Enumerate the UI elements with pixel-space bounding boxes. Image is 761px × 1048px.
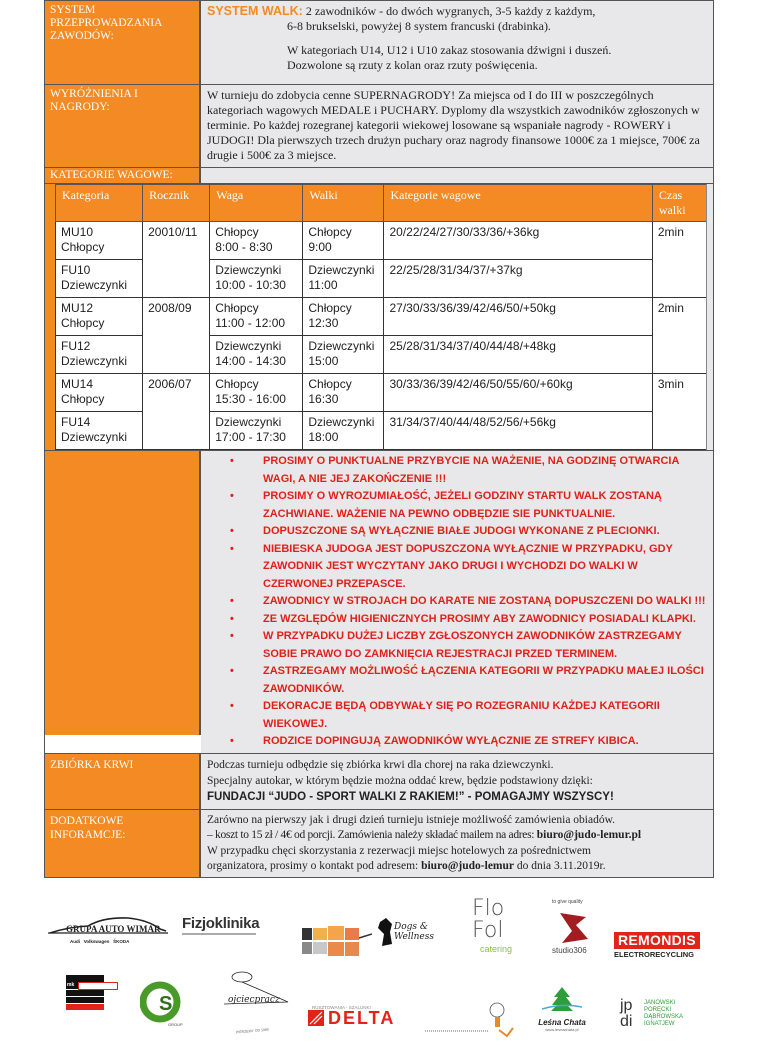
cs-group-sub: GROUP (168, 1022, 183, 1027)
cell-waga-line1: Dziewczynki (215, 263, 282, 277)
cell-waga (210, 412, 303, 450)
logo-mk (66, 975, 118, 1015)
delta-sub: RUSZTOWANIA - SZALUNKI (312, 1005, 371, 1010)
cell-walki-line1: Dziewczynki (308, 415, 375, 429)
rule-item: • PROSIMY O WYROZUMIAŁOŚĆ, JEŻELI GODZINY STARTU WALK ZOSTANĄ ZACHWIANE. WAŻENIE NA PEWNO ODBĘDZIE SIE PUNKTUALNIE. (263, 488, 707, 523)
cell-kategoria-line1: FU10 (61, 263, 91, 277)
cell-czas-walki-line1: 3min (657, 377, 684, 391)
header-czas-walki: Czas walki (652, 185, 706, 222)
cell-kategoria-line1: MU12 (61, 301, 94, 315)
ojciecpracz-sub: PIERZEMY OD 1989 (235, 1027, 269, 1035)
cell-waga-line1: Chłopcy (215, 377, 259, 391)
rules-list (207, 453, 707, 751)
extra-email-link[interactable]: biuro@judo-lemur.pl (536, 829, 642, 841)
cell-kategoria (56, 374, 143, 412)
logo-delta (308, 1005, 404, 1033)
cell-rocznik (143, 374, 210, 450)
rule-item: • ZASTRZEGAMY MOŻLIWOŚĆ ŁĄCZENIA KATEGORII W PRZYPADKU MAŁEJ ILOŚCI ZAWODNIKÓW. (263, 663, 707, 698)
ojciecpracz-name: ojciecpracz (228, 995, 280, 1005)
tree-icon (542, 987, 582, 1013)
dog-silhouette-icon (378, 918, 394, 948)
cell-czas-walki (652, 374, 706, 450)
delta-triangle-icon (308, 1010, 324, 1026)
logo-tiles (302, 924, 372, 958)
weights-label-blank (201, 168, 713, 183)
rule-item: • DEKORACJE BĘDĄ ODBYWAŁY SIĘ PO ROZEGRANIU KAŻDEJ KATEGORII WIEKOWEJ. (263, 698, 707, 733)
system-value (201, 1, 713, 84)
jpdi-line4: IGNATJEW (644, 1021, 675, 1027)
awards-text: W turnieju do zdobycia cenne SUPERNAGRODY! Za miejsca od I do III w poszczególnych kategoriach wagowych MEDALE i PUCHARY. Dyplomy dla wszystkich zawodników zgłoszonych w terminie. Po każdej rozegranej kategorii wiekowej losowane są wspaniałe nagrody - ROWERY i JUDOGI! Dla pierwszych trzech drużyn puchary oraz nagrody finansowe 1000€ za 1 miejsce, 700€ za drugie i 500€ za 3 miejsce. (201, 85, 713, 167)
studio-name: studio306 (552, 946, 587, 955)
logo-flofol (472, 898, 522, 960)
system-line4: Dozwolone są rzuty z kolan oraz rzuty poświęcenia. (287, 58, 538, 72)
dogs-wellness-name: Dogs & Wellness (394, 922, 434, 942)
header-walki: Walki (303, 185, 384, 222)
auto-wimar-name: GRUPA AUTO WIMAR (66, 924, 161, 934)
cell-walki (303, 374, 384, 412)
cell-waga-line1: Dziewczynki (215, 339, 282, 353)
studio306-mark-icon (556, 911, 590, 945)
logo-auto-wimar (48, 915, 168, 951)
cell-waga-line1: Dziewczynki (215, 415, 282, 429)
system-line2: 6-8 brukselski, powyżej 8 system francuski (drabinka). (287, 19, 551, 33)
extra-row (45, 809, 713, 877)
cell-walki-line2: 9:00 (308, 240, 332, 254)
cell-walki-line2: 15:00 (308, 354, 339, 368)
cell-walki (303, 336, 384, 374)
cell-walki-line2: 16:30 (308, 392, 339, 406)
header-kategorie-wagowe: Kategorie wagowe (384, 185, 652, 222)
cell-kategorie-wagowe-line1: 27/30/33/36/39/42/46/50/+50kg (389, 301, 556, 315)
extra-line3: W przypadku chęci skorzystania z rezerwacji miejsc hotelowych za pośrednictwem (207, 844, 591, 857)
system-label: SYSTEM PRZEPROWADZANIA ZAWODÓW: (45, 1, 201, 84)
extra-line1: Zarówno na pierwszy jak i drugi dzień turnieju istnieje możliwość zamówienia obiadów. (207, 813, 616, 826)
remondis-sub: ELECTRORECYCLING (614, 950, 695, 959)
logo-jpdi (620, 998, 700, 1038)
logo-dogs-wellness (378, 916, 438, 952)
fizjoklinika-name: Fizjoklinika (182, 915, 260, 932)
cell-waga (210, 222, 303, 260)
system-line3: W kategoriach U14, U12 i U10 zakaz stosowania dźwigni i duszeń. (287, 43, 612, 57)
extra-line4: organizatora, prosimy o kontakt pod adresem: (207, 860, 422, 872)
cell-waga (210, 374, 303, 412)
mk-name: mk (67, 982, 75, 988)
cell-rocznik-line1: 2006/07 (148, 377, 192, 391)
cell-kategorie-wagowe (384, 260, 652, 298)
cell-czas-walki-line1: 2min (657, 225, 684, 239)
cell-walki (303, 298, 384, 336)
cell-kategoria-line2: Dziewczynki (61, 278, 128, 292)
cell-kategoria (56, 336, 143, 374)
weights-label: KATEGORIE WAGOWE: (45, 168, 201, 183)
extra-line4b: do dnia 3.11.2019r. (514, 860, 606, 872)
cell-kategorie-wagowe-line1: 31/34/37/40/44/48/52/56/+56kg (389, 415, 556, 429)
weights-label-row (45, 167, 713, 183)
studio-tagline: to give quality (552, 899, 583, 905)
blood-line1: Podczas turnieju odbędzie się zbiórka krwi dla chorej na raka dziewczynki. (207, 758, 554, 771)
jpdi-mark: jp di (620, 997, 633, 1030)
weights-table-row (56, 374, 707, 412)
cell-kategoria-line1: FU12 (61, 339, 91, 353)
awards-row (45, 84, 713, 167)
flofol-name: Flo Fol (472, 896, 505, 943)
cell-waga (210, 260, 303, 298)
flofol-sub: catering (480, 944, 513, 954)
jpdi-line3: DĄBROWSKA (644, 1014, 684, 1020)
cell-kategoria (56, 412, 143, 450)
weights-table (55, 184, 707, 450)
cell-walki (303, 222, 384, 260)
jpdi-line2: PORĘCKI (644, 1007, 672, 1013)
cell-czas-walki-line1: 2min (657, 301, 684, 315)
system-line1: 2 zawodników - do dwóch wygranych, 3-5 każdy z każdym, (302, 4, 596, 18)
delta-name: DELTA (328, 1008, 396, 1028)
cell-walki-line2: 11:00 (308, 278, 338, 292)
cell-waga (210, 336, 303, 374)
lesna-chata-url: www.lesnachata.pl (545, 1027, 579, 1032)
cell-walki-line2: 18:00 (308, 430, 339, 444)
rules-row (45, 450, 713, 753)
cell-kategoria-line1: MU14 (61, 377, 94, 391)
cell-kategoria-line2: Chłopcy (61, 240, 105, 254)
cell-waga-line1: Chłopcy (215, 301, 259, 315)
weights-table-wrap (45, 183, 713, 450)
rule-item: • NIEBIESKA JUDOGA JEST DOPUSZCZONA WYŁĄCZNIE W PRZYPADKU, GDY ZAWODNIK JEST WYCZYTANY JAKO DRUGI I WYCHODZI DO WALKI W CZERWONEJ PRZEPASCE. (263, 541, 707, 594)
rules-label-blank (45, 451, 201, 735)
cell-waga-line2: 10:00 - 10:30 (215, 278, 286, 292)
blood-row (45, 753, 713, 809)
header-waga: Waga (210, 185, 303, 222)
cell-rocznik (143, 298, 210, 374)
recycle-arrows-icon (140, 980, 186, 1026)
blood-value (201, 754, 713, 809)
rule-item: • RODZICE DOPINGUJĄ ZAWODNIKÓW WYŁĄCZNIE ZE STREFY KIBICA. (263, 733, 707, 751)
cell-kategoria-line2: Chłopcy (61, 392, 105, 406)
logo-remondis (614, 932, 700, 959)
paint-roller-icon (302, 924, 372, 958)
cell-kategorie-wagowe (384, 412, 652, 450)
jpdi-line1: JANOWSKI (644, 1000, 676, 1006)
cell-walki-line1: Dziewczynki (308, 339, 375, 353)
cell-kategorie-wagowe (384, 298, 652, 336)
logo-studio306 (552, 899, 602, 969)
cell-czas-walki (652, 298, 706, 374)
sponsor-logos (0, 880, 761, 1048)
cell-kategoria-line1: MU10 (61, 225, 94, 239)
rule-item: • ZAWODNICY W STROJACH DO KARATE NIE ZOSTANĄ DOPUSZCZENI DO WALKI !!! (263, 593, 707, 611)
cell-waga-line2: 8:00 - 8:30 (215, 240, 273, 254)
cell-czas-walki (652, 222, 706, 298)
extra-value (201, 810, 713, 877)
child-drawing-icon (425, 1000, 520, 1040)
rule-item: • ZE WZGLĘDÓW HIGIENICZNYCH PROSIMY ABY ZAWODNICY POSIADALI KLAPKI. (263, 611, 707, 629)
extra-label: DODATKOWE INFORAMCJE: (45, 810, 201, 877)
cell-waga-line2: 11:00 - 12:00 (215, 316, 286, 330)
cell-kategorie-wagowe (384, 222, 652, 260)
remondis-name: REMONDIS (614, 932, 700, 949)
auto-wimar-brands: Audi Volkswagen ŠKODA (70, 939, 130, 944)
cell-kategorie-wagowe (384, 374, 652, 412)
header-rocznik: Rocznik (143, 185, 210, 222)
cell-walki-line1: Chłopcy (308, 225, 352, 239)
cell-kategoria-line2: Dziewczynki (61, 430, 128, 444)
cell-kategorie-wagowe-line1: 20/22/24/27/30/33/36/+36kg (389, 225, 540, 239)
lesna-chata-name: Leśna Chata (538, 1018, 586, 1027)
rule-item: • W PRZYPADKU DUŻEJ LICZBY ZGŁOSZONYCH ZAWODNIKÓW ZASTRZEGAMY SOBIE PRAWO DO ZAMKNIĘCIA REJESTRACJI PRZED TERMINEM. (263, 628, 707, 663)
rule-item: • PROSIMY O PUNKTUALNE PRZYBYCIE NA WAŻENIE, NA GODZINĘ OTWARCIA WAGI, A NIE JEJ ZAKOŃCZENIE !!! (263, 453, 707, 488)
blood-line2: Specjalny autokar, w którym będzie można oddać krew, będzie podstawiony dzięki: (207, 774, 593, 787)
cell-kategoria (56, 298, 143, 336)
logo-fizjoklinika (182, 915, 259, 935)
cell-rocznik-line1: 20010/11 (148, 225, 198, 239)
cell-kategorie-wagowe-line1: 22/25/28/31/34/37/+37kg (389, 263, 523, 277)
cell-waga-line2: 17:00 - 17:30 (215, 430, 286, 444)
svg-text:S: S (159, 993, 173, 1015)
cell-kategorie-wagowe-line1: 30/33/36/39/42/46/50/55/60/+60kg (389, 377, 573, 391)
tournament-info-table (44, 0, 714, 878)
system-row (45, 0, 713, 84)
cell-rocznik-line1: 2008/09 (148, 301, 192, 315)
cell-kategoria-line2: Dziewczynki (61, 354, 128, 368)
cell-kategorie-wagowe-line1: 25/28/31/34/37/40/44/48/+48kg (389, 339, 556, 353)
cell-waga-line2: 14:00 - 14:30 (215, 354, 286, 368)
weights-header-row (56, 185, 707, 222)
awards-label: WYRÓŻNIENIA I NAGRODY: (45, 85, 201, 167)
cell-walki (303, 412, 384, 450)
cell-walki-line2: 12:30 (308, 316, 339, 330)
cell-walki-line1: Chłopcy (308, 377, 352, 391)
weights-table-row (56, 298, 707, 336)
cell-kategoria (56, 260, 143, 298)
cell-kategorie-wagowe (384, 336, 652, 374)
header-kategoria: Kategoria (56, 185, 143, 222)
logo-lesna-chata (536, 987, 588, 1037)
cell-waga-line2: 15:30 - 16:00 (215, 392, 286, 406)
logo-ojciecpracz (222, 970, 292, 1040)
logo-kid-drawing (425, 1000, 520, 1040)
rule-item: • DOPUSZCZONE SĄ WYŁĄCZNIE BIAŁE JUDOGI WYKONANE Z PLECIONKI. (263, 523, 707, 541)
extra-line2: – koszt to 15 zł / 4€ od porcji. Zamówienia należy składać mailem na adres: (207, 829, 537, 841)
extra-email2-link[interactable]: biuro@judo-lemur (421, 860, 515, 872)
cell-kategoria (56, 222, 143, 260)
cell-kategoria-line1: FU14 (61, 415, 91, 429)
weights-table-row (56, 222, 707, 260)
blood-label: ZBIÓRKA KRWI (45, 754, 201, 809)
cell-walki-line1: Dziewczynki (308, 263, 375, 277)
cell-walki (303, 260, 384, 298)
cell-rocznik (143, 222, 210, 298)
logo-cs-group (140, 980, 190, 1030)
cell-walki-line1: Chłopcy (308, 301, 352, 315)
blood-line3: FUNDACJI “JUDO - SPORT WALKI Z RAKIEM!” - POMAGAJMY WSZYSCY! (207, 790, 614, 803)
cell-waga-line1: Chłopcy (215, 225, 259, 239)
cell-waga (210, 298, 303, 336)
rules-box (201, 451, 713, 753)
system-head: SYSTEM WALK: (207, 4, 303, 18)
cell-kategoria-line2: Chłopcy (61, 316, 105, 330)
